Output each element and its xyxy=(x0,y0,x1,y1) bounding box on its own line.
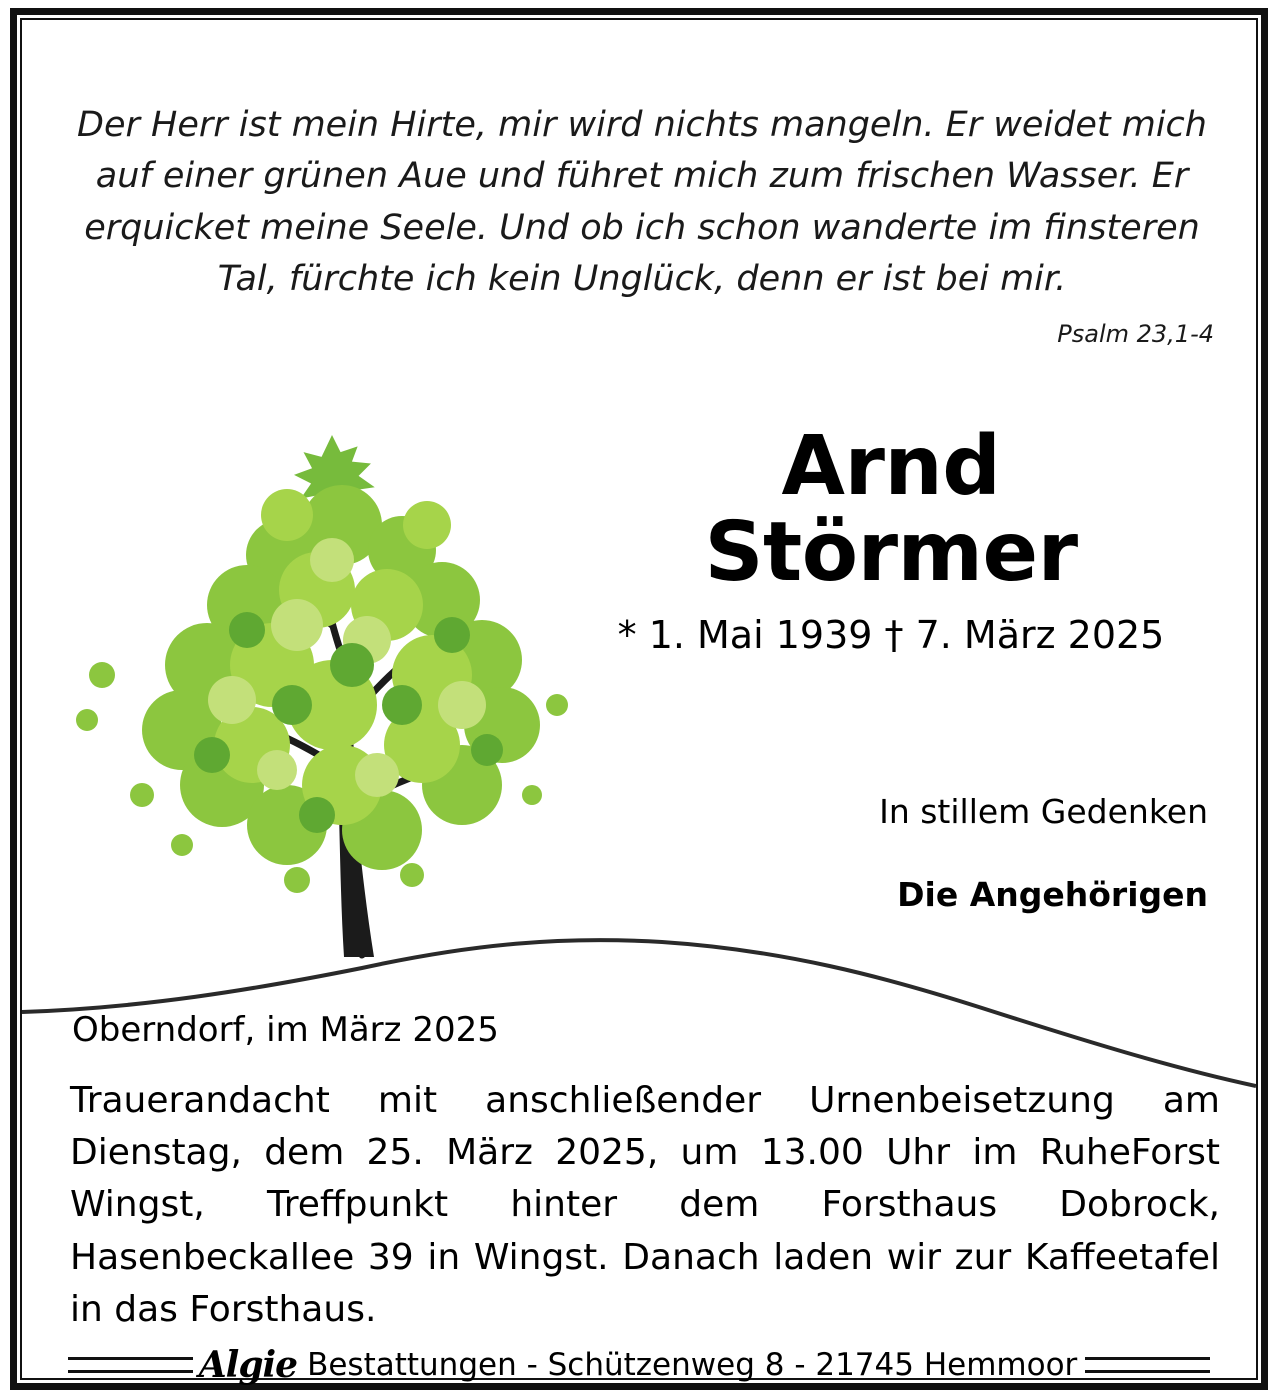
place-and-date: Oberndorf, im März 2025 xyxy=(72,1010,499,1050)
footer-rule-left xyxy=(68,1357,193,1373)
bible-verse-reference: Psalm 23,1-4 xyxy=(1057,320,1214,348)
first-name: Arnd xyxy=(781,419,1001,514)
dedication-line-2: Die Angehörigen xyxy=(897,875,1208,914)
funeral-home-logo: Algie xyxy=(198,1344,298,1386)
last-name: Störmer xyxy=(704,504,1078,600)
bible-verse-text: Der Herr ist mein Hirte, mir wird nichts mangeln. Er weidet mich auf einer grünen Aue und führet mich zum frischen Wasser. Er erquicket meine Seele. Und ob ich schon wanderte im finsteren Tal, fürchte ich kein Unglück, denn er ist bei mir. xyxy=(77,105,1207,300)
card-content xyxy=(22,20,1256,1386)
deceased-name-block xyxy=(571,419,1211,658)
service-information: Trauerandacht mit anschließender Urnenbeisetzung am Dienstag, dem 25. März 2025, um 13.00 Uhr im RuheForst Wingst, Treffpunkt hinter dem Forsthaus Dobrock, Hasenbeckallee 39 in Wingst. Danach laden wir zur Kaffeetafel in das Forsthaus. xyxy=(70,1080,1220,1330)
funeral-home-address: Bestattungen - Schützenweg 8 - 21745 Hemmoor xyxy=(307,1347,1078,1383)
footer-bar xyxy=(22,1342,1256,1388)
dedication-line-1: In stillem Gedenken xyxy=(879,792,1208,831)
life-dates: * 1. Mai 1939 † 7. März 2025 xyxy=(617,613,1165,658)
footer-rule-right xyxy=(1085,1357,1210,1373)
